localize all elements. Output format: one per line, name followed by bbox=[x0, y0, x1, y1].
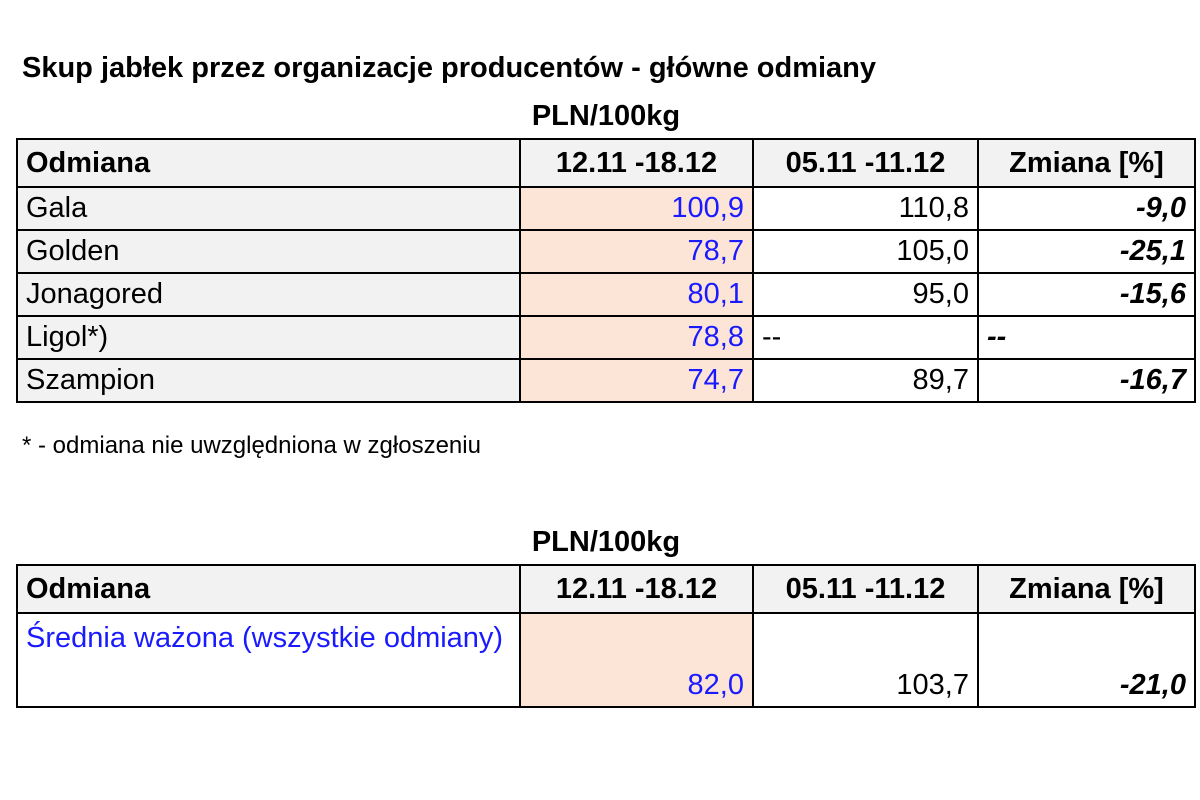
header-current-period: 12.11 -18.12 bbox=[520, 139, 753, 187]
price-change: -16,7 bbox=[978, 359, 1195, 402]
header-current-period: 12.11 -18.12 bbox=[520, 565, 753, 613]
header-change: Zmiana [%] bbox=[978, 139, 1195, 187]
current-price: 82,0 bbox=[520, 613, 753, 707]
price-change: -15,6 bbox=[978, 273, 1195, 316]
table-header-row bbox=[17, 139, 1195, 187]
price-change: -25,1 bbox=[978, 230, 1195, 273]
previous-price: 105,0 bbox=[753, 230, 978, 273]
price-change: -9,0 bbox=[978, 187, 1195, 230]
variety-name: Ligol*) bbox=[17, 316, 520, 359]
current-price: 80,1 bbox=[520, 273, 753, 316]
current-price: 78,8 bbox=[520, 316, 753, 359]
previous-price: 89,7 bbox=[753, 359, 978, 402]
header-previous-period: 05.11 -11.12 bbox=[753, 139, 978, 187]
previous-price: 95,0 bbox=[753, 273, 978, 316]
header-change: Zmiana [%] bbox=[978, 565, 1195, 613]
price-change: -- bbox=[978, 316, 1195, 359]
previous-price: -- bbox=[753, 316, 978, 359]
unit-label: PLN/100kg bbox=[531, 100, 681, 132]
summary-table bbox=[16, 564, 1196, 708]
table-row bbox=[17, 187, 1195, 230]
table-row bbox=[17, 230, 1195, 273]
table-header-row bbox=[17, 565, 1195, 613]
unit-label-summary: PLN/100kg bbox=[531, 526, 681, 558]
page-title: Skup jabłek przez organizacje producentów - główne odmiany bbox=[22, 52, 877, 84]
weighted-average-label: Średnia ważona (wszystkie odmiany) bbox=[17, 613, 520, 707]
table-row bbox=[17, 359, 1195, 402]
prices-table bbox=[16, 138, 1196, 403]
current-price: 74,7 bbox=[520, 359, 753, 402]
variety-name: Szampion bbox=[17, 359, 520, 402]
variety-name: Golden bbox=[17, 230, 520, 273]
price-change: -21,0 bbox=[978, 613, 1195, 707]
table-row bbox=[17, 316, 1195, 359]
variety-name: Jonagored bbox=[17, 273, 520, 316]
header-variety: Odmiana bbox=[17, 565, 520, 613]
table-row bbox=[17, 273, 1195, 316]
current-price: 100,9 bbox=[520, 187, 753, 230]
table-row bbox=[17, 613, 1195, 707]
previous-price: 110,8 bbox=[753, 187, 978, 230]
previous-price: 103,7 bbox=[753, 613, 978, 707]
header-variety: Odmiana bbox=[17, 139, 520, 187]
variety-name: Gala bbox=[17, 187, 520, 230]
header-previous-period: 05.11 -11.12 bbox=[753, 565, 978, 613]
current-price: 78,7 bbox=[520, 230, 753, 273]
footnote: * - odmiana nie uwzględniona w zgłoszeniu bbox=[22, 432, 481, 459]
